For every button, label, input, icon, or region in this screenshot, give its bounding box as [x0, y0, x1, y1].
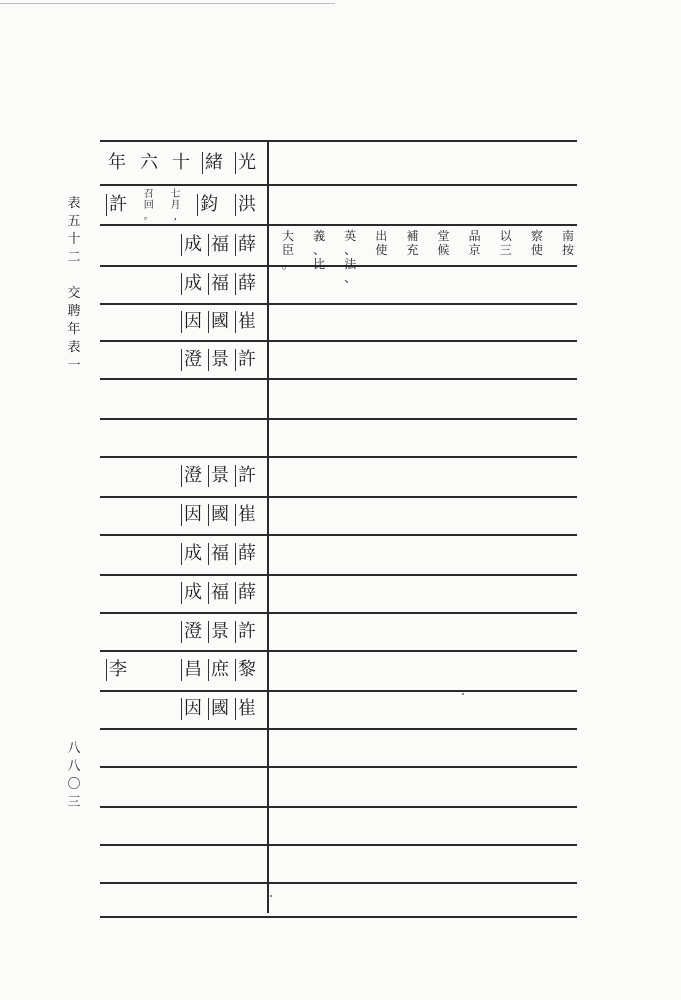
row-rule	[100, 224, 577, 226]
name-char: 許	[235, 465, 256, 487]
note-char: 義	[313, 229, 326, 243]
year-char: 十	[172, 152, 190, 173]
note-char: 堂	[437, 229, 450, 243]
note-char: 大	[282, 229, 295, 243]
note-column	[531, 229, 543, 285]
page-number-char: 三	[67, 795, 81, 810]
row-rule	[100, 340, 577, 342]
name-char: 景	[208, 465, 229, 487]
row-rule	[100, 456, 577, 458]
name-char: 薛	[235, 543, 256, 565]
annotation-text	[171, 189, 181, 222]
row-9-cell	[106, 502, 256, 528]
margin-char: 五	[67, 214, 81, 229]
name-char: 澄	[181, 621, 202, 643]
name-char: 洪	[235, 194, 256, 216]
year-char: 光	[235, 152, 256, 174]
row-rule	[100, 612, 577, 614]
note-column	[500, 229, 512, 285]
page-edge-line	[0, 3, 335, 4]
note-column	[282, 229, 294, 285]
note-char: 使	[375, 243, 388, 257]
margin-char: 二	[67, 250, 81, 265]
row-rule	[100, 378, 577, 380]
row-10-cell	[106, 541, 256, 567]
row-11-cell	[106, 580, 256, 606]
note-char: 品	[468, 229, 481, 243]
note-char: 出	[375, 229, 388, 243]
name-char: 薛	[235, 273, 256, 295]
name-char: 景	[208, 621, 229, 643]
page-number-char: 〇	[67, 777, 81, 792]
note-char: 補	[406, 229, 419, 243]
name-char: 因	[181, 504, 202, 526]
name-char: 許	[235, 621, 256, 643]
name-char: 薛	[235, 582, 256, 604]
annotation-char: 。	[143, 210, 154, 222]
note-char: 察	[530, 229, 543, 243]
year-char: 年	[108, 152, 126, 173]
name-char: 因	[181, 311, 202, 333]
row-rule	[100, 418, 577, 420]
margin-char: 十	[67, 232, 81, 247]
note-column	[438, 229, 450, 285]
name-char: 澄	[181, 349, 202, 371]
note-char: 南	[561, 229, 574, 243]
remark-note	[282, 229, 574, 285]
note-column	[469, 229, 481, 285]
note-char: 英	[344, 229, 357, 243]
note-char: 。	[282, 257, 295, 271]
row-3-cell	[106, 271, 256, 297]
note-char: 臣	[282, 243, 295, 257]
row-13-cell	[106, 657, 256, 683]
margin-title	[67, 195, 81, 375]
speck	[270, 895, 272, 897]
row-1-cell	[106, 188, 256, 222]
note-column	[344, 229, 356, 285]
name-char: 國	[208, 311, 229, 333]
page-number	[67, 740, 81, 812]
annotation-char: 七	[170, 188, 181, 200]
name-char: 薛	[235, 234, 256, 256]
name-char: 成	[181, 543, 202, 565]
name-char: 國	[208, 698, 229, 720]
margin-char: 一	[67, 358, 81, 373]
annotation-char: ,	[173, 210, 178, 222]
note-char: 使	[530, 243, 543, 257]
margin-char: 表	[67, 340, 81, 355]
note-char: 比	[313, 257, 326, 271]
name-char: 成	[181, 273, 202, 295]
name-char: 福	[208, 582, 229, 604]
header-year-cell	[106, 150, 256, 176]
name-char: 鈞	[197, 194, 218, 216]
name-char: 福	[208, 543, 229, 565]
column-divider	[267, 140, 269, 913]
name-char: 李	[106, 659, 127, 681]
speck	[462, 693, 464, 695]
row-14-cell	[106, 696, 256, 722]
note-char: 、	[313, 243, 326, 257]
margin-char: 年	[67, 322, 81, 337]
name-char: 黎	[235, 659, 256, 681]
margin-char	[67, 267, 81, 285]
margin-char: 表	[67, 196, 81, 211]
name-char: 成	[181, 234, 202, 256]
row-rule	[100, 650, 577, 652]
row-rule	[100, 534, 577, 536]
annotation-text	[144, 189, 154, 222]
name-char: 崔	[235, 504, 256, 526]
row-5-cell	[106, 347, 256, 373]
note-column	[406, 229, 418, 285]
row-rule	[100, 184, 577, 186]
row-rule	[100, 844, 577, 846]
name-char: 因	[181, 698, 202, 720]
note-column	[313, 229, 325, 285]
note-char: 法	[344, 257, 357, 271]
note-char: 充	[406, 243, 419, 257]
name-char: 許	[235, 349, 256, 371]
name-char: 福	[208, 273, 229, 295]
name-char: 景	[208, 349, 229, 371]
name-char: 福	[208, 234, 229, 256]
annotation-char: 召	[143, 188, 154, 200]
note-char: 按	[561, 243, 574, 257]
row-rule	[100, 140, 577, 142]
annotation-char: 月	[170, 199, 181, 211]
name-char: 許	[106, 194, 127, 216]
year-char: 緒	[202, 152, 223, 174]
page-number-char: 八	[67, 741, 81, 756]
row-rule	[100, 690, 577, 692]
row-rule	[100, 766, 577, 768]
margin-char: 交	[67, 286, 81, 301]
row-rule	[100, 806, 577, 808]
row-rule	[100, 496, 577, 498]
row-rule	[100, 574, 577, 576]
row-rule	[100, 303, 577, 305]
name-char: 澄	[181, 465, 202, 487]
annotation-char: 回	[143, 199, 154, 211]
name-char: 昌	[181, 659, 202, 681]
note-column	[562, 229, 574, 285]
note-char: 候	[437, 243, 450, 257]
row-12-cell	[106, 619, 256, 645]
row-8-cell	[106, 463, 256, 489]
page-number-char: 八	[67, 759, 81, 774]
margin-char: 聘	[67, 304, 81, 319]
name-char: 國	[208, 504, 229, 526]
year-char: 六	[140, 152, 158, 173]
note-column	[375, 229, 387, 285]
row-rule	[100, 916, 577, 918]
row-2-cell	[106, 232, 256, 258]
row-rule	[100, 882, 577, 884]
note-char: 、	[344, 243, 357, 257]
name-char: 庶	[208, 659, 229, 681]
note-char: 以	[499, 229, 512, 243]
name-char: 崔	[235, 698, 256, 720]
row-4-cell	[106, 309, 256, 335]
name-char: 成	[181, 582, 202, 604]
name-char: 崔	[235, 311, 256, 333]
note-char: 三	[499, 243, 512, 257]
note-char: 京	[468, 243, 481, 257]
note-char: 、	[344, 271, 357, 285]
row-rule	[100, 728, 577, 730]
